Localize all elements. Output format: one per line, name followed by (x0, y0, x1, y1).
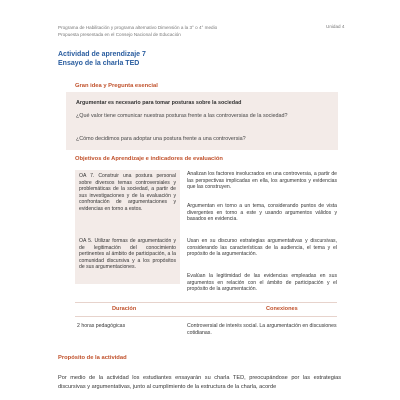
duration-value: 2 horas pedagógicas (77, 323, 126, 329)
program-info (58, 24, 328, 38)
table-divider-top (75, 302, 337, 303)
activity-title: Actividad de aprendizaje 7 (58, 51, 146, 58)
essential-question-1: ¿Qué valor tiene comunicar nuestras posturas frente a las controversias de la sociedad? (76, 113, 288, 119)
objective-oa7: OA 7. Construir una postura personal sobre diversos temas controversiales y problemáticas de la sociedad, a partir de sus investigaciones y de la evaluación y confrontación de argumentaciones y evidencias en torno a estos. (79, 173, 176, 212)
indicator-1: Analizan los factores involucrados en una controversia, a partir de las perspectivas implicadas en ella, los argumentos y evidencias que las construyen. (187, 171, 337, 191)
big-idea-heading: Gran idea y Pregunta esencial (75, 83, 158, 89)
program-line-2: Propuesta presentada en el Consejo Nacional de Educación (58, 32, 181, 37)
purpose-text: Por medio de la actividad los estudiantes ensayarán su charla TED, preocupándose por las estrategias discursivas y argumentativas, junto al cumplimiento de la estructura de la charla, acorde (58, 375, 341, 390)
big-idea-statement: Argumentar es necesario para tomar posturas sobre la sociedad (76, 100, 242, 106)
objectives-box (75, 170, 180, 284)
indicator-2: Argumentan en torno a un tema, considerando puntos de vista divergentes en torno a este y usando argumentos válidos y basados en evidencia. (187, 203, 337, 223)
indicator-4: Evalúan la legitimidad de las evidencias empleadas en sus argumentos en relación con el ámbito de participación y el propósito de la argumentación. (187, 273, 337, 293)
essential-question-2: ¿Cómo decidimos para adoptar una postura frente a una controversia? (76, 136, 246, 142)
table-divider-bottom (75, 316, 337, 317)
duration-header: Duración (112, 306, 137, 312)
purpose-heading: Propósito de la actividad (58, 355, 127, 361)
activity-title-block (58, 50, 146, 68)
indicator-3: Usan en su discurso estrategias argumentativas y discursivas, considerando las características de la audiencia, el tema y el propósito de la argumentación. (187, 238, 337, 258)
objective-oa5: OA 5. Utilizar formas de argumentación y de legitimación del conocimiento pertinentes al ámbito de participación, a la comunidad discursiva y a los propósitos de sus argumentaciones. (79, 238, 176, 271)
connections-header: Conexiones (266, 306, 298, 312)
objectives-heading: Objetivos de Aprendizaje e indicadores de evaluación (75, 156, 223, 162)
unit-label: Unidad 4 (326, 24, 345, 29)
big-idea-box (66, 92, 338, 150)
connections-value: Controversial de interés social. La argumentación en discusiones cotidianas. (187, 323, 337, 336)
program-line-1: Programa de Habilitación y programa alternativo Dimensión a la 3° o 4° medio (58, 25, 218, 30)
activity-subtitle: Ensayo de la charla TED (58, 60, 140, 67)
